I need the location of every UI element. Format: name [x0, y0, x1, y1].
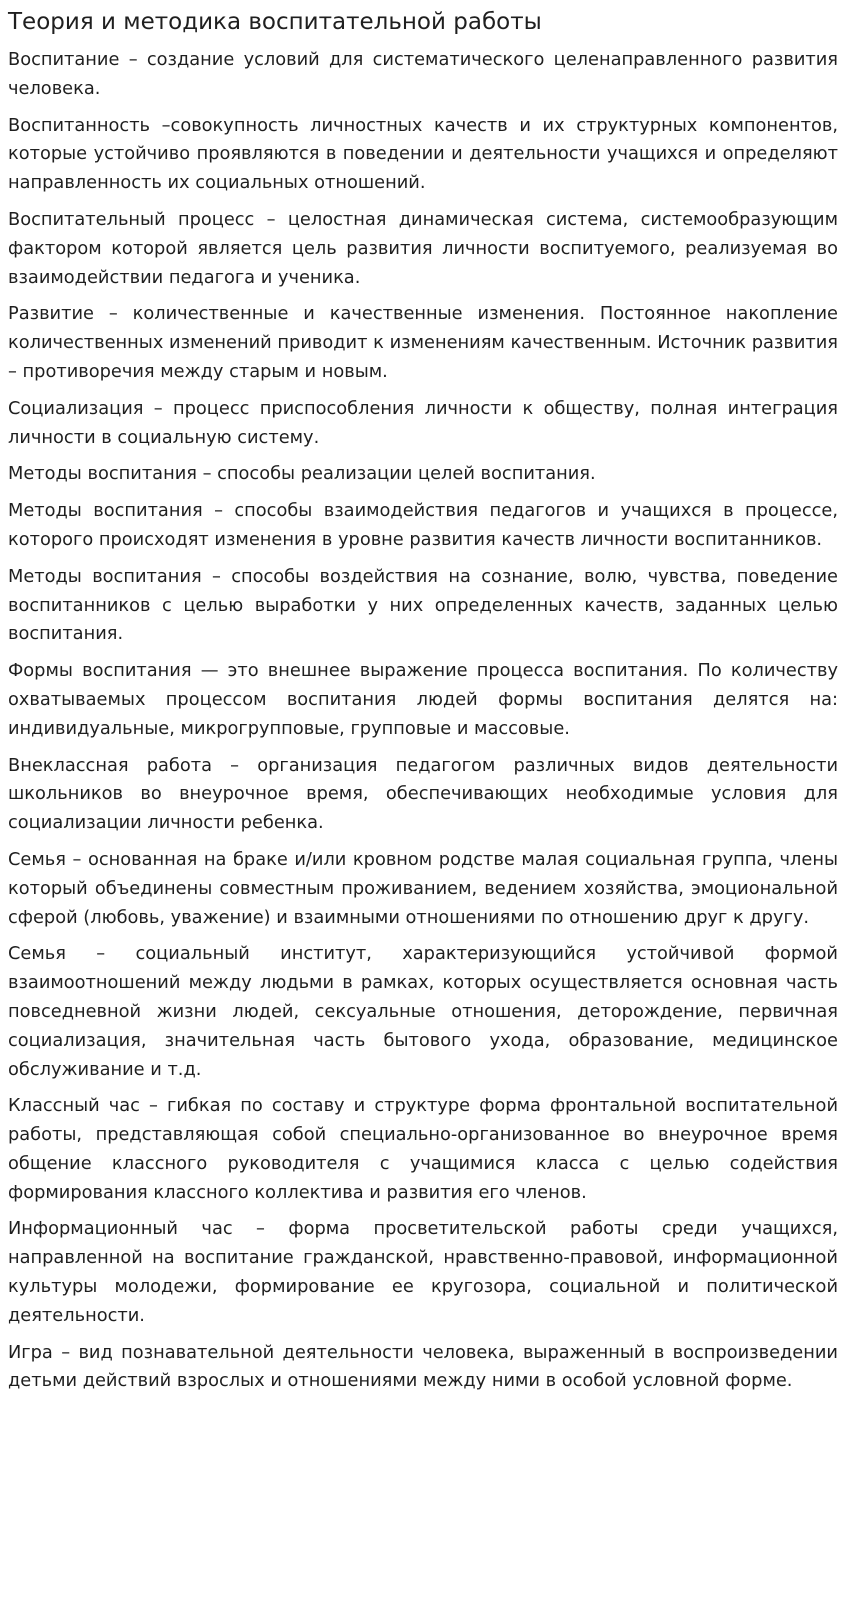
paragraph-metody-1: Методы воспитания – способы реализации целей воспитания. — [8, 463, 596, 485]
page-title: Теория и методика воспитательной работы — [8, 9, 542, 35]
paragraph-klassny-chas: Классный час – гибкая по составу и структуре форма фронтальной воспитательной работы, представляющая собой специально-организованное во внеурочное время общение классного руководителя с учащимися класса с целью содействия формирования классного коллектива и развития его членов. — [8, 1095, 838, 1203]
paragraph-igra: Игра – вид познавательной деятельности человека, выраженный в воспроизведении детьми действий взрослых и отношениями между ними в особой условной форме. — [8, 1341, 838, 1392]
paragraph-semya-1: Семья – основанная на браке и/или кровном родстве малая социальная группа, члены который объединены совместным проживанием, ведением хозяйства, эмоциональной сферой (любовь, уважение) и взаимными отношениями по отношению друг к другу. — [8, 848, 838, 928]
paragraph-semya-2: Семья – социальный институт, характеризующийся устойчивой формой взаимоотношений между людьми в рамках, которых осуществляется основная часть повседневной жизни людей, сексуальные отношения, деторождение, первичная социализация, значительная часть бытового ухода, образование, медицинское обслуживание и т.д. — [8, 943, 838, 1080]
paragraph-vospitannost: Воспитанность –совокупность личностных качеств и их структурных компонентов, которые устойчиво проявляются в поведении и деятельности учащихся и определяют направленность их социальных отношений. — [8, 114, 838, 194]
paragraph-formy: Формы воспитания — это внешнее выражение процесса воспитания. По количеству охватываемых процессом воспитания людей формы воспитания делятся на: индивидуальные, микрогрупповые, групповые и массовые. — [8, 660, 838, 739]
paragraph-socializaciya: Социализация – процесс приспособления личности к обществу, полная интеграция личности в социальную систему. — [8, 397, 838, 448]
paragraph-vneklassnaya: Внеклассная работа – организация педагогом различных видов деятельности школьников во внеурочное время, обеспечивающих необходимые условия для социализации личности ребенка. — [8, 754, 838, 834]
paragraph-informacionny-chas: Информационный час – форма просветительской работы среди учащихся, направленной на воспитание гражданской, нравственно-правовой, информационной культуры молодежи, формирование ее кругозора, социальной и политической деятельности. — [8, 1218, 838, 1326]
paragraph-metody-2: Методы воспитания – способы взаимодействия педагогов и учащихся в процессе, которого происходят изменения в уровне развития качеств личности воспитанников. — [8, 500, 838, 550]
paragraph-vospitatelny-process: Воспитательный процесс – целостная динамическая система, системообразующим фактором которой является цель развития личности воспитуемого, реализуемая во взаимодействии педагога и ученика. — [8, 208, 838, 288]
paragraph-vospitanie: Воспитание – создание условий для систематического целенаправленного развития человека. — [8, 49, 838, 99]
paragraph-razvitie: Развитие – количественные и качественные изменения. Постоянное накопление количественных изменений приводит к изменениям качественным. Источник развития – противоречия между старым и новым. — [8, 303, 838, 382]
paragraph-metody-3: Методы воспитания – способы воздействия на сознание, волю, чувства, поведение воспитанников с целью выработки у них определенных качеств, заданных целью воспитания. — [8, 565, 838, 645]
